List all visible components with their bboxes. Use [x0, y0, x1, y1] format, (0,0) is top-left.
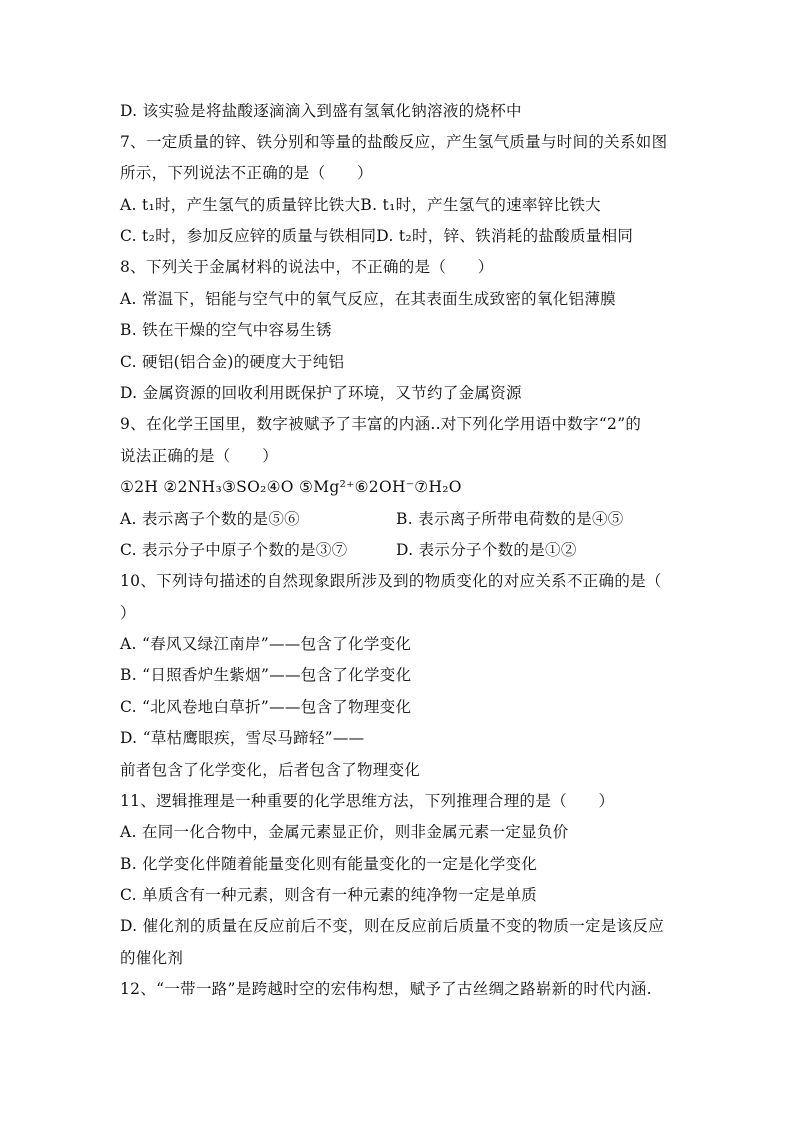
q10-stem-line2: ）: [120, 604, 136, 622]
q11-stem: 11、逻辑推理是一种重要的化学思维方法，下列推理合理的是（ ）: [120, 792, 615, 810]
q10-option-d-line2: 前者包含了化学变化，后者包含了物理变化: [120, 761, 421, 779]
q9-stem-line2: 说法正确的是（ ）: [120, 447, 279, 465]
q7-options-ab: A. t₁时，产生氢气的质量锌比铁大B. t₁时，产生氢气的速率锌比铁大: [120, 196, 601, 214]
q8-option-d: D. 金属资源的回收利用既保护了环境，又节约了金属资源: [120, 384, 522, 402]
q9-option-c: C. 表示分子中原子个数的是③⑦: [120, 541, 348, 559]
q9-options-row2: [120, 540, 680, 560]
q10-option-d-line1: D. “草枯鹰眼疾，雪尽马蹄轻”——: [120, 729, 365, 747]
q8-stem: 8、下列关于金属材料的说法中，不正确的是（ ）: [120, 258, 494, 276]
q12-stem: 12、“一带一路”是跨越时空的宏伟构想，赋予了古丝绸之路崭新的时代内涵.: [120, 980, 652, 998]
q10-stem-line1: 10、下列诗句描述的自然现象跟所涉及到的物质变化的对应关系不正确的是（: [120, 572, 662, 590]
q10-option-b: B. “日照香炉生紫烟”——包含了化学变化: [120, 666, 412, 684]
q7-stem-line2: 所示，下列说法不正确的是（ ）: [120, 164, 373, 182]
q8-option-c: C. 硬铝(铝合金)的硬度大于纯铝: [120, 353, 345, 371]
q9-options-row1: [120, 509, 680, 529]
q6-option-d: D. 该实验是将盐酸逐滴滴入到盛有氢氧化钠溶液的烧杯中: [120, 102, 522, 120]
q8-option-b: B. 铁在干燥的空气中容易生锈: [120, 321, 332, 339]
q11-option-b: B. 化学变化伴随着能量变化则有能量变化的一定是化学变化: [120, 855, 538, 873]
q11-option-c: C. 单质含有一种元素，则含有一种元素的纯净物一定是单质: [120, 886, 538, 904]
q11-option-d-line1: D. 催化剂的质量在反应前后不变，则在反应前后质量不变的物质一定是该反应: [120, 917, 665, 935]
q11-option-d-line2: 的催化剂: [120, 949, 184, 967]
q9-option-a: A. 表示离子个数的是⑤⑥: [120, 510, 300, 528]
q8-option-a: A. 常温下，铝能与空气中的氧气反应，在其表面生成致密的氧化铝薄膜: [120, 290, 616, 308]
q7-options-cd: C. t₂时，参加反应锌的质量与铁相同D. t₂时，锌、铁消耗的盐酸质量相同: [120, 227, 634, 245]
q9-option-d: D. 表示分子个数的是①②: [396, 541, 577, 559]
q9-stem-line1: 9、在化学王国里，数字被赋予了丰富的内涵..对下列化学用语中数字“2”的: [120, 415, 642, 433]
q9-option-b: B. 表示离子所带电荷数的是④⑤: [396, 510, 624, 528]
q11-option-a: A. 在同一化合物中，金属元素显正价，则非金属元素一定显负价: [120, 823, 569, 841]
q9-formula-list: ①2H ②2NH₃③SO₂④O ⑤Mg²⁺⑥2OH⁻⑦H₂O: [120, 478, 462, 496]
q7-stem-line1: 7、一定质量的锌、铁分别和等量的盐酸反应，产生氢气质量与时间的关系如图: [120, 133, 668, 151]
q10-option-a: A. “春风又绿江南岸”——包含了化学变化: [120, 635, 412, 653]
q10-option-c: C. “北风卷地白草折”——包含了物理变化: [120, 698, 412, 716]
